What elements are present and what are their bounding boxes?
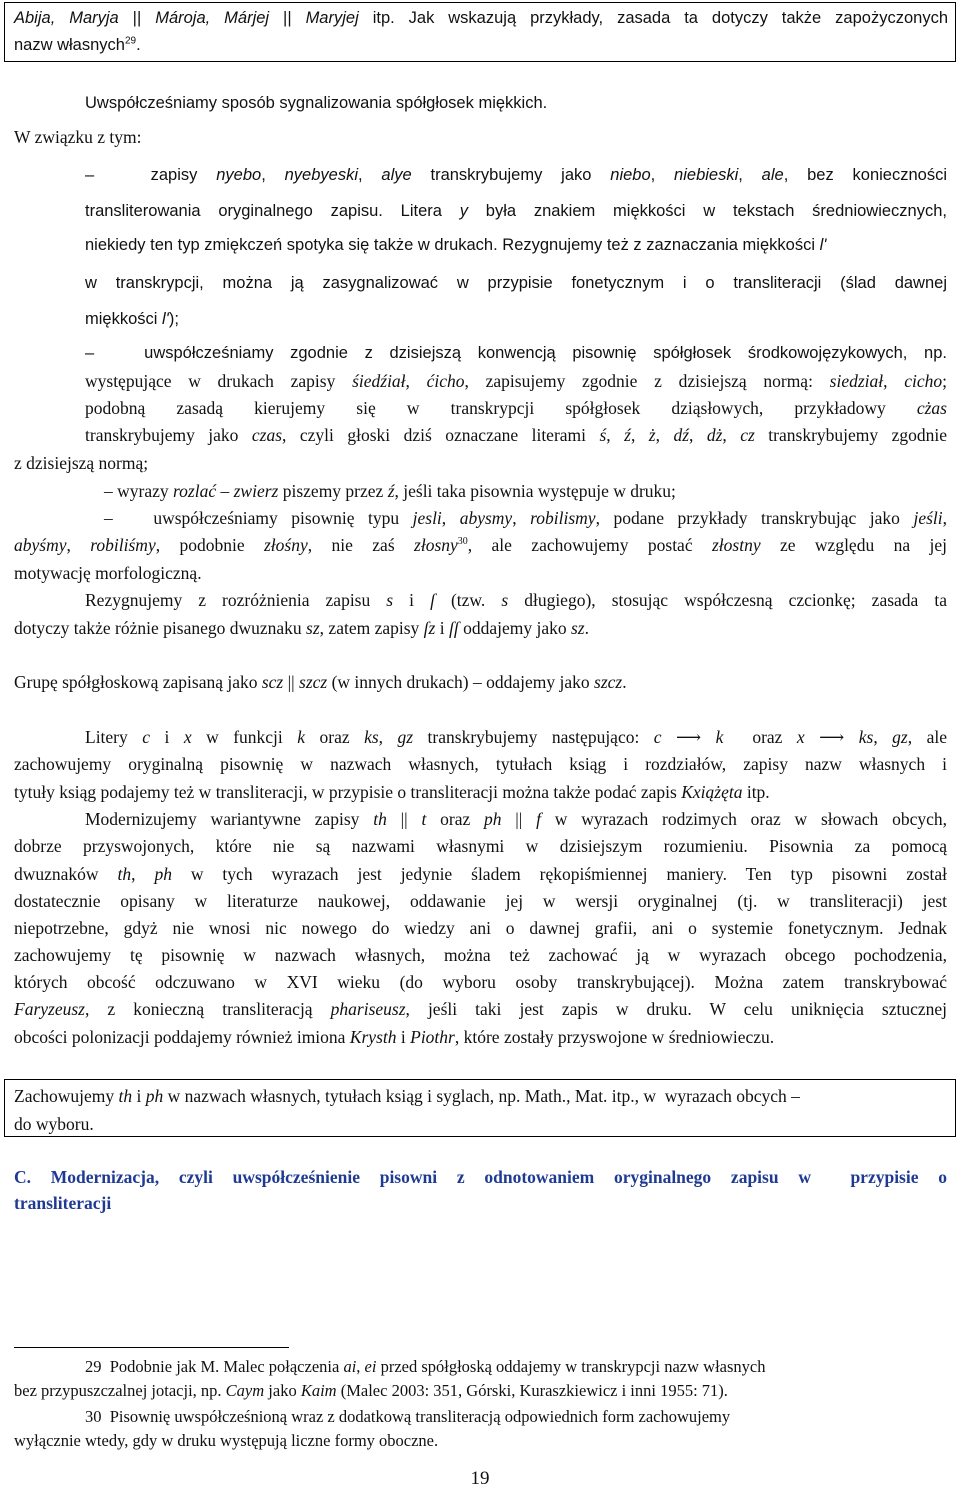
p-cx-2: zachowujemy oryginalną pisownię w nazwach własnych, tytułach ksiąg i rozdziałów, zapisy nazw własnych i	[14, 754, 947, 774]
heading-c-2: transliteracji	[14, 1193, 112, 1213]
item2-line-1: – uwspółcześniamy zgodnie z dzisiejszą konwencją pisownię spółgłosek środkowojęzykowych, np.	[85, 344, 947, 362]
fn29-line-2: bez przypuszczalnej jotacji, np. Caym jako Kaim (Malec 2003: 351, Górski, Kuraszkiewicz i inni 1955: 71).	[14, 1381, 728, 1400]
p-th-9: obcości polonizacji poddajemy również imiona Krysth i Piothr, które zostały przyswojone w średniowieczu.	[14, 1027, 775, 1047]
p-unify-2: W związku z tym:	[14, 127, 142, 147]
p-th-1: Modernizujemy wariantywne zapisy th || t oraz ph || f w wyrazach rodzimych oraz w słowach obcych,	[85, 809, 948, 829]
item1-line-2: transliterowania oryginalnego zapisu. Litera y była znakiem miękkości w tekstach średniowiecznych,	[85, 202, 947, 220]
fn30-line-1: 30 Pisownię uwspółcześnioną wraz z dodatkową transliteracją odpowiednich form zachowujemy	[85, 1407, 731, 1426]
p-th-3: dwuznaków th, ph w tych wyrazach jest jedynie śladem rękopiśmiennej maniery. Ten typ pisowni został	[14, 864, 948, 884]
p-th-7: których obcość odczuwano w XVI wieku (do wyboru osoby transkrybującej). Można zatem transkrybować	[14, 972, 947, 992]
page-number: 19	[470, 1468, 490, 1489]
item1-line-5: miękkości l');	[85, 310, 179, 328]
box2-line-1: Zachowujemy th i ph w nazwach własnych, tytułach ksiąg i syglach, np. Math., Mat. itp., w wyrazach obcych –	[14, 1086, 800, 1106]
box1-line-1: Abija, Maryja || Mároja, Márjej || Maryjej itp. Jak wskazują przykłady, zasada ta dotyczy także zapożyczonych	[14, 9, 948, 27]
p-longs-2: dotyczy także różnie pisanego dwuznaku sz, zatem zapisy ſz i ſſ oddajemy jako sz.	[14, 618, 589, 638]
footnote-separator	[14, 1347, 289, 1348]
item2-line-4: transkrybujemy jako czas, czyli głoski dziś oznaczane literami ś, ź, ż, dź, dż, cz transkrybujemy zgodnie	[85, 425, 948, 445]
item2-line-5: z dzisiejszą normą;	[14, 453, 149, 473]
item4-line-3: motywację morfologiczną.	[14, 563, 202, 583]
box1-line-2: nazw własnych$^{29}$.	[14, 35, 141, 54]
heading-c-1: C. Modernizacja, czyli uwspółcześnienie pisowni z odnotowaniem oryginalnego zapisu w przypisie o	[14, 1167, 947, 1187]
item4-line-2: abyśmy, robiliśmy, podobnie złośny, nie zaś złosny$^{30}$, ale zachowujemy postać złostny ze względu na jej	[14, 535, 947, 555]
box2-line-2: do wyboru.	[14, 1114, 94, 1134]
p-th-4: dostatecznie opisany w literaturze naukowej, oddawanie jej w wersji oryginalnej (tj. w transliteracji) jest	[14, 891, 947, 911]
p-szcz: Grupę spółgłoskową zapisaną jako scz || szcz (w innych drukach) – oddajemy jako szcz.	[14, 672, 627, 692]
item1-line-4: w transkrypcji, można ją zasygnalizować w przypisie fonetycznym i o transliteracji (ślad dawnej	[85, 274, 947, 292]
p-cx-3: tytuły ksiąg podajemy też w transliteracji, w przypisie o transliteracji można także podać zapis Kxiążęta itp.	[14, 782, 770, 802]
p-th-5: niepotrzebne, gdyż nie wnosi nic nowego do wiedzy ani o dawnej grafii, ani o systemie fonetycznym. Jednak	[14, 918, 947, 938]
p-unify-1: Uwspółcześniamy sposób sygnalizowania spółgłosek miękkich.	[85, 94, 548, 112]
item2-line-2: występujące w drukach zapisy śiedźiał, ćicho, zapisujemy zgodnie z dzisiejszą normą: siedział, cicho;	[85, 371, 948, 391]
item1-line-3: niekiedy ten typ zmiękczeń spotyka się także w drukach. Rezygnujemy też z zaznaczania miękkości l'	[85, 236, 827, 254]
item3-line-1: – wyrazy rozlać – zwierz piszemy przez ź, jeśli taka pisownia występuje w druku;	[104, 481, 676, 501]
item2-line-3: podobną zasadą kierujemy się w transkrypcji spółgłosek dziąsłowych, przykładowy cżas	[85, 398, 947, 418]
p-th-8: Faryzeusz, z konieczną transliteracją phariseusz, jeśli taki jest zapis w druku. W celu uniknięcia sztucznej	[14, 999, 947, 1019]
p-th-2: dobrze przyswojonych, które nie są nazwami własnymi w dzisiejszym rozumieniu. Pisownia za pomocą	[14, 836, 947, 856]
p-longs-1: Rezygnujemy z rozróżnienia zapisu s i ſ (tzw. s długiego), stosując współczesną czcionkę; zasada ta	[85, 590, 947, 610]
p-cx-1: Litery c i x w funkcji k oraz ks, gz transkrybujemy następująco: c ⟶ k oraz x ⟶ ks, gz, ale	[85, 727, 947, 747]
item4-line-1: – uwspółcześniamy pisownię typu jesli, abysmy, robilismy, podane przykłady transkrybując jako jeśli,	[104, 508, 947, 528]
item1-line-1: – zapisy nyebo, nyebyeski, alye transkrybujemy jako niebo, niebieski, ale, bez konieczności	[85, 166, 947, 184]
fn30-line-2: wyłącznie wtedy, gdy w druku występują liczne formy oboczne.	[14, 1431, 439, 1450]
fn29-line-1: 29 Podobnie jak M. Malec połączenia ai, ei przed spółgłoską oddajemy w transkrypcji nazw własnych	[85, 1357, 766, 1376]
p-th-6: zachowujemy tę pisownię w nazwach własnych, można też zachować ją w wyrazach obcego pochodzenia,	[14, 945, 947, 965]
